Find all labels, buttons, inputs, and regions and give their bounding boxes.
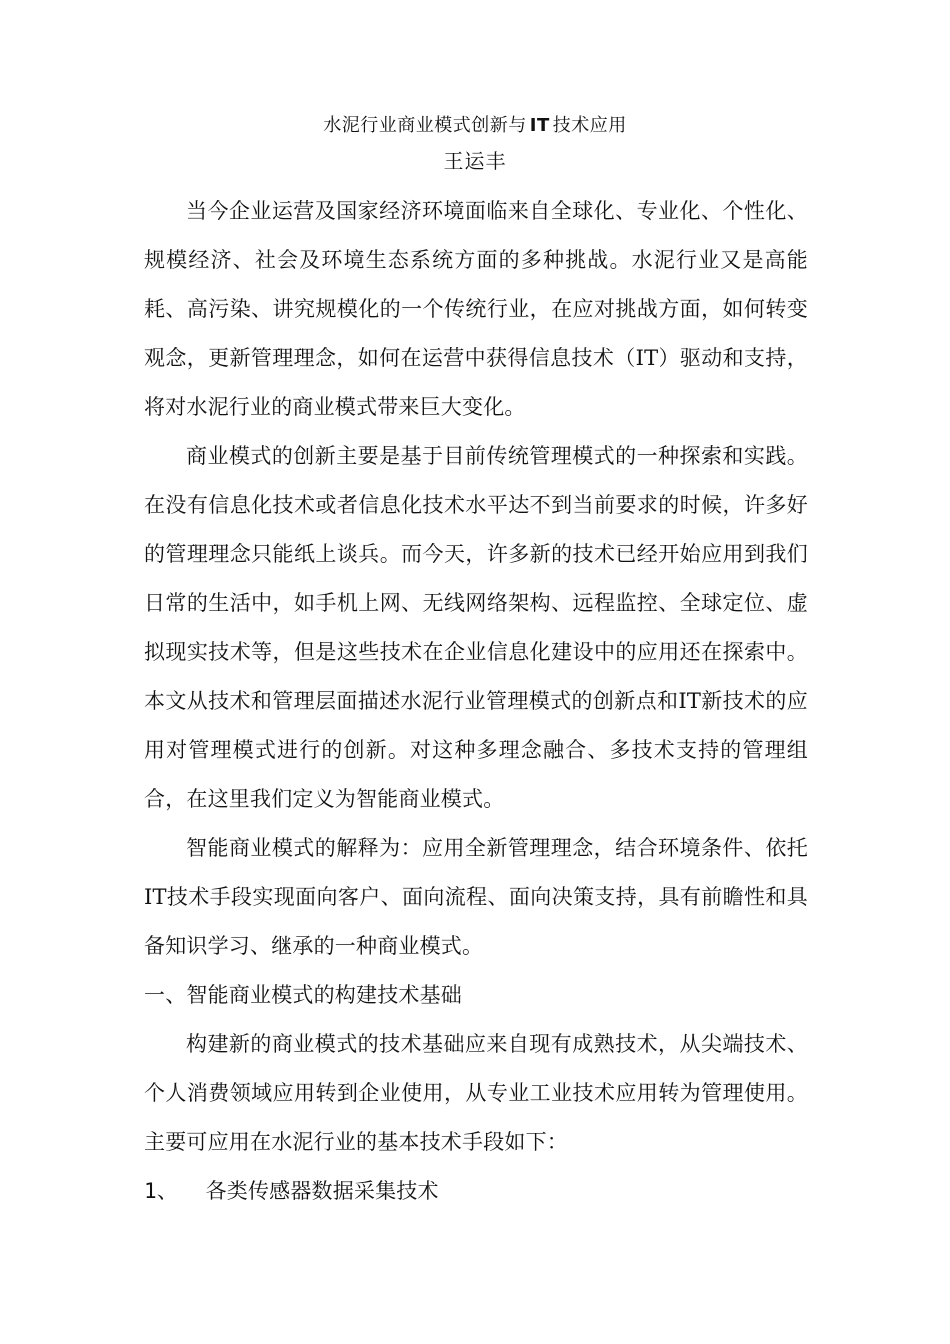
list-item-number: 1、 [144,1179,179,1203]
title-it: IT [529,115,550,136]
list-item [144,1167,808,1216]
title-suffix: 技术应用 [552,115,627,136]
paragraph-1: 当今企业运营及国家经济环境面临来自全球化、专业化、个性化、规模经济、社会及环境生态系统方面的多种挑战。水泥行业又是高能耗、高污染、讲究规模化的一个传统行业，在应对挑战方面，如何转变观念，更新管理理念，如何在运营中获得信息技术（IT）驱动和支持，将对水泥行业的商业模式带来巨大变化。 [144,199,808,419]
document-author: 王运丰 [443,149,507,173]
paragraph-3: 智能商业模式的解释为：应用全新管理理念，结合环境条件、依托IT技术手段实现面向客户、面向流程、面向决策支持，具有前瞻性和具备知识学习、继承的一种商业模式。 [144,836,808,958]
title-prefix: 水泥行业商业模式创新与 [323,115,527,136]
paragraph-2: 商业模式的创新主要是基于目前传统管理模式的一种探索和实践。在没有信息化技术或者信息化技术水平达不到当前要求的时候，许多好的管理理念只能纸上谈兵。而今天，许多新的技术已经开始应用到我们日常的生活中，如手机上网、无线网络架构、远程监控、全球定位、虚拟现实技术等，但是这些技术在企业信息化建设中的应用还在探索中。本文从技术和管理层面描述水泥行业管理模式的创新点和IT新技术的应用对管理模式进行的创新。对这种多理念融合、多技术支持的管理组合，在这里我们定义为智能商业模式。 [144,444,808,811]
section-heading: 一、智能商业模式的构建技术基础 [144,983,462,1007]
document-title [0,112,950,140]
section-paragraph: 构建新的商业模式的技术基础应来自现有成熟技术，从尖端技术、个人消费领域应用转到企业使用，从专业工业技术应用转为管理使用。主要可应用在水泥行业的基本技术手段如下： [144,1032,808,1154]
document-body [144,187,808,1216]
list-item-text: 各类传感器数据采集技术 [205,1179,439,1203]
